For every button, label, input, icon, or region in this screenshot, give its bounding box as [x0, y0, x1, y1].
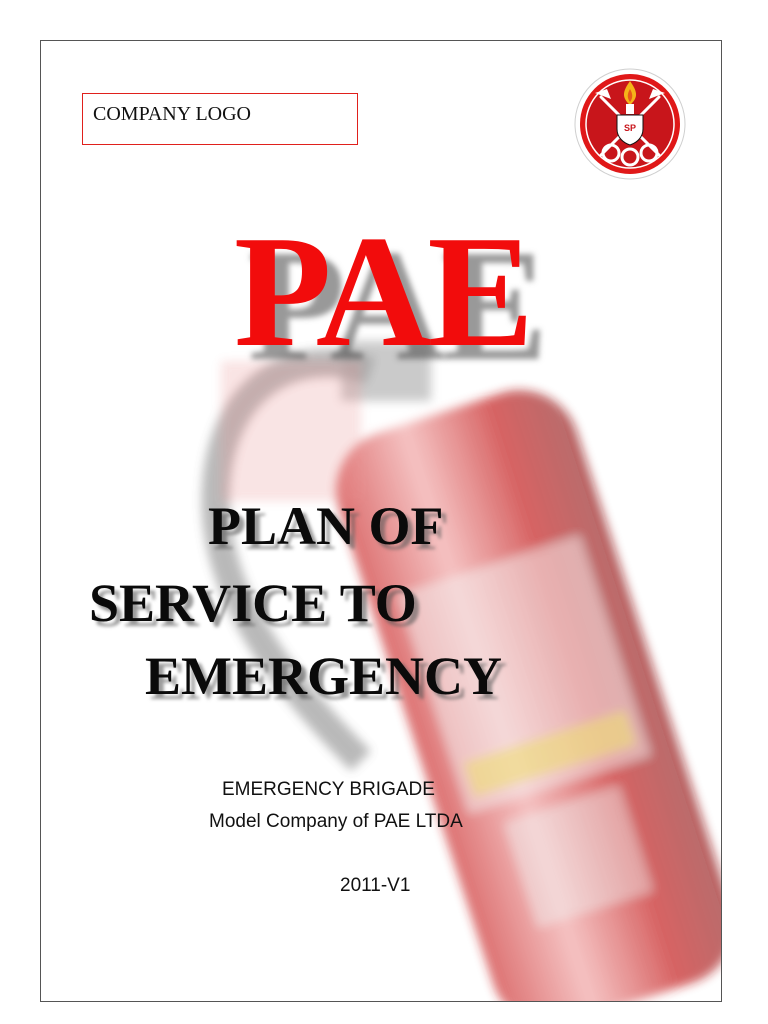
title-line-3: EMERGENCY [145, 646, 503, 706]
title-line-1: PLAN OF [208, 496, 444, 556]
seal-monogram: SP [623, 123, 637, 133]
title-line-2: SERVICE TO [89, 573, 417, 633]
pae-title: PAE [233, 202, 531, 380]
company-line: Model Company of PAE LTDA [209, 811, 463, 832]
company-logo-placeholder [82, 93, 358, 145]
document-page [40, 40, 722, 1002]
version-label: 2011-V1 [340, 875, 411, 896]
company-logo-text: COMPANY LOGO [93, 103, 251, 125]
brigade-line: EMERGENCY BRIGADE [222, 779, 435, 800]
fire-brigade-seal-icon [573, 67, 687, 181]
